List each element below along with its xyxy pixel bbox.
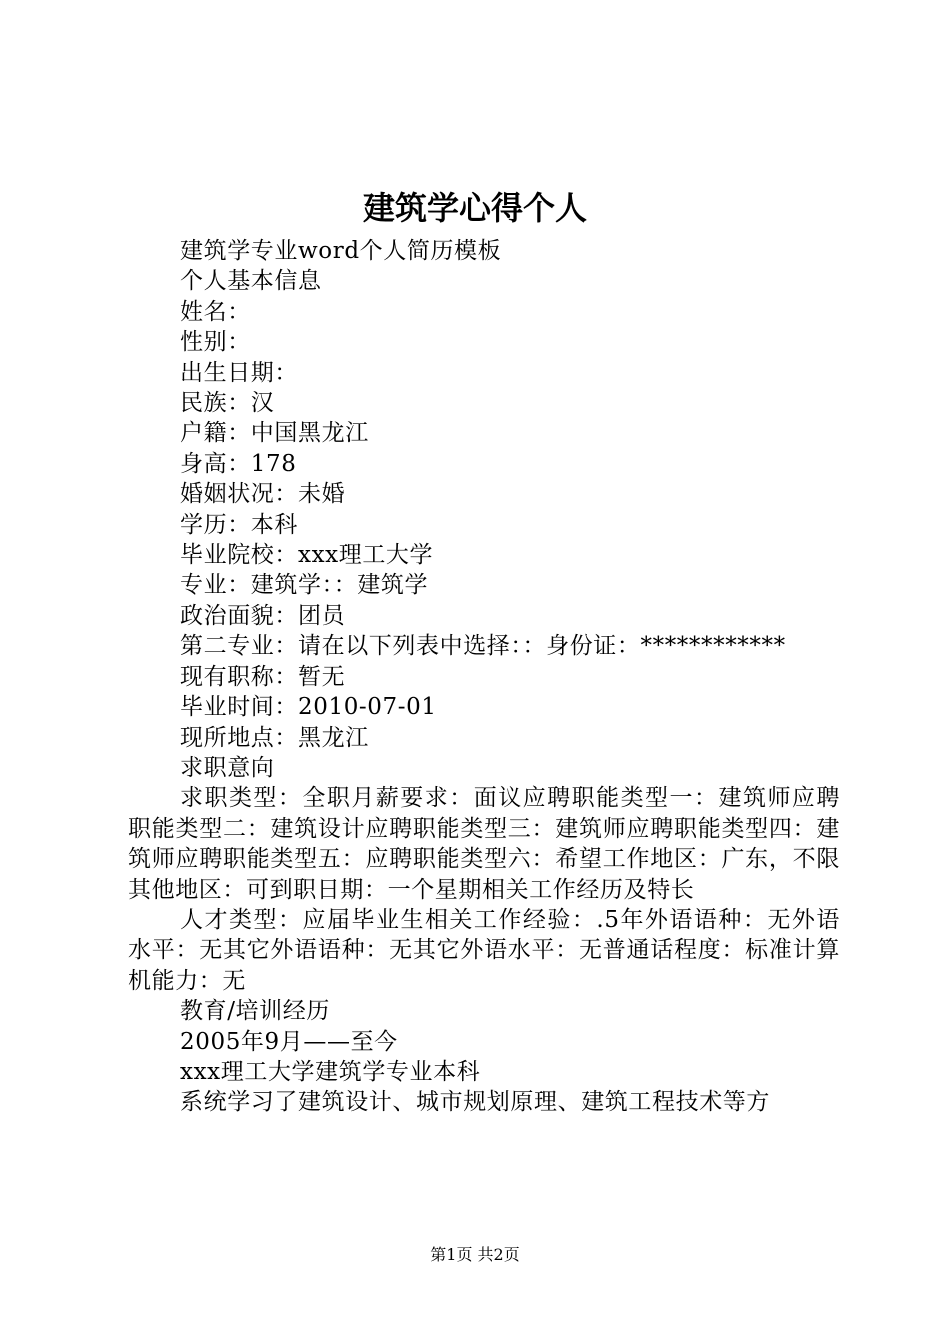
paragraph-ethnicity: 民族：汉: [180, 390, 275, 417]
paragraph-major: 专业：建筑学：：建筑学: [180, 572, 429, 599]
paragraph-education-description: 系统学习了建筑设计、城市规划原理、建筑工程技术等方: [180, 1089, 770, 1116]
document-body: [128, 236, 840, 1118]
page-footer: 第1页 共2页: [430, 1245, 520, 1264]
paragraph-education-heading: 教育/培训经历: [180, 998, 330, 1025]
paragraph-marital-status: 婚姻状况：未婚: [180, 481, 346, 508]
paragraph-job-intention: 求职类型：全职月薪要求：面议应聘职能类型一：建筑师应聘职能类型二：建筑设计应聘职能类型三：建筑师应聘职能类型四：建筑师应聘职能类型五：应聘职能类型六：希望工作地区：广东，不限其他地区：可到职日期：一个星期相关工作经历及特长: [128, 785, 840, 903]
paragraph-talent-type: 人才类型：应届毕业生相关工作经验：.5年外语语种：无外语水平：无其它外语语种：无其它外语水平：无普通话程度：标准计算机能力：无: [128, 906, 840, 994]
paragraph-education-level: 学历：本科: [180, 511, 298, 538]
paragraph-household-registration: 户籍：中国黑龙江: [180, 420, 369, 447]
paragraph-basic-info-heading: 个人基本信息: [180, 268, 322, 295]
paragraph-current-title: 现有职称：暂无: [180, 663, 346, 690]
paragraph-job-intention-heading: 求职意向: [180, 754, 275, 781]
paragraph-graduate-school: 毕业院校：xxx理工大学: [180, 542, 434, 569]
paragraph-current-location: 现所地点：黑龙江: [180, 724, 369, 751]
paragraph-birth-date: 出生日期：: [180, 359, 298, 386]
paragraph-political-status: 政治面貌：团员: [180, 602, 346, 629]
document-title: 建筑学心得个人: [362, 189, 587, 227]
paragraph-second-major: 第二专业：请在以下列表中选择：：身份证：************: [180, 633, 786, 660]
paragraph-resume-template-title: 建筑学专业word个人简历模板: [180, 238, 502, 264]
paragraph-education-school: xxx理工大学建筑学专业本科: [180, 1058, 481, 1085]
paragraph-education-period: 2005年9月——至今: [180, 1028, 398, 1055]
paragraph-name: 姓名：: [180, 298, 251, 325]
paragraph-graduation-date: 毕业时间：2010-07-01: [180, 694, 437, 721]
paragraph-gender: 性别：: [180, 329, 251, 356]
paragraph-height: 身高：178: [180, 450, 297, 477]
